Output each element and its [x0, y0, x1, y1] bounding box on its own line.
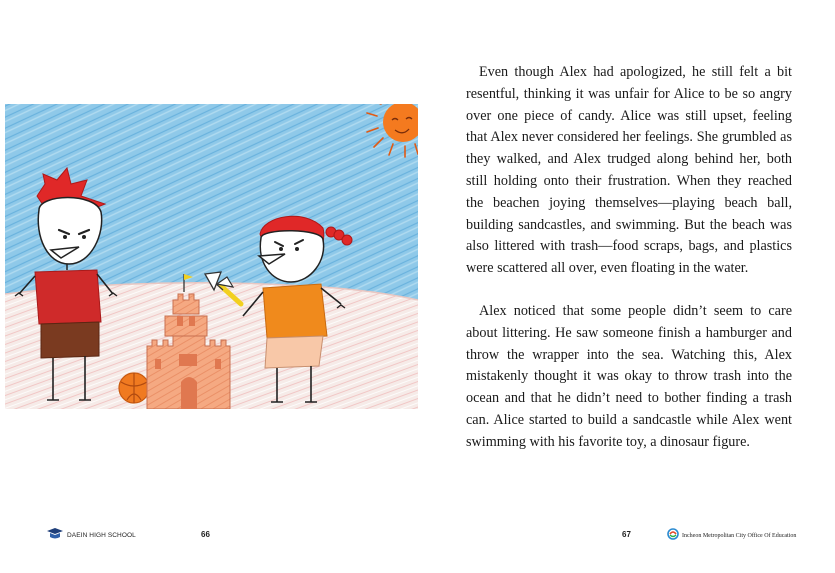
story-text: [466, 62, 792, 454]
school-name: DAEIN HIGH SCHOOL: [67, 531, 136, 539]
page-number-left: 66: [201, 530, 210, 539]
story-illustration: [5, 104, 418, 409]
school-logo-icon: [47, 526, 63, 544]
footer-right: [667, 527, 796, 545]
education-office-name: Incheon Metropolitan City Office Of Education: [682, 533, 797, 539]
education-office-logo-icon: [667, 527, 679, 545]
beach-ball: [119, 373, 149, 403]
page-number-right: 67: [622, 530, 631, 539]
footer-left: [47, 526, 136, 544]
story-paragraph-1: Even though Alex had apologized, he still felt a bit resentful, thinking it was unfair for Alice to be so angry over one piece of candy. Alice was still upset, feeling that Alex never considered her feelings. She grumbled as they walked, and Alex trudged along behind her, both still holding onto their frustration. When they reached the beachen joying themselves—playing beach ball, building sandcastles, and swimming. But the beach was also littered with trash—food scraps, bags, and plastics were scattered all over, even floating in the water.: [466, 64, 792, 277]
story-paragraph-2: Alex noticed that some people didn’t seem to care about littering. He saw someone finish a hamburger and throw the wrapper into the sea. Watching this, Alex mistakenly thought it was okay to throw trash into the ocean and that he didn’t need to bother finding a trash can. Alice started to build a sandcastle while Alex went swimming with his favorite toy, a dinosaur figure.: [466, 302, 792, 450]
